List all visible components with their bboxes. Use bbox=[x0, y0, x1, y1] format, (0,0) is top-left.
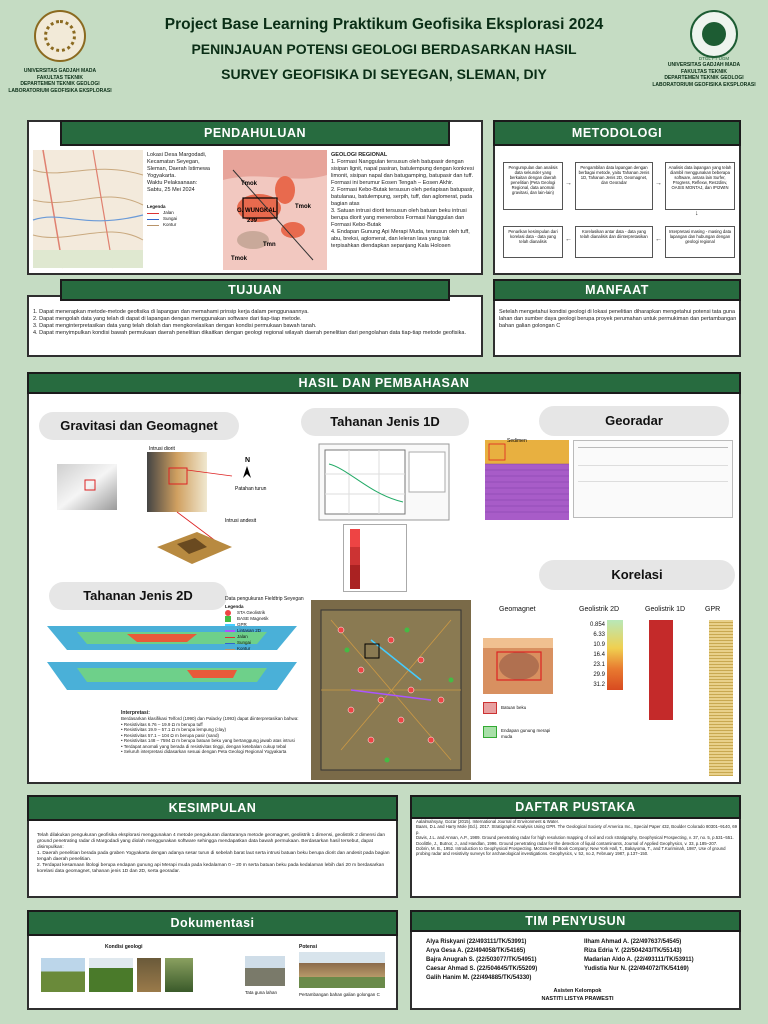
waktu-label: Waktu Pelaksanaan: bbox=[147, 180, 198, 186]
kesimpulan-text: Telah dilakukan pengukuran geofisika eksplorasi menggunakan 4 metode pengukuran diantaranya metode geomagnet, geolistrik 1 dimensi, geolistrik 2 dimensi dan ground penetrating radar di Margodadi yang diolah menggunakan software sehingga mendapatkan data bawah permukaan. Berdasarkan hasil tersebut, dapat disimpulkan: 1. Daerah penelitian berada pada graben Yogyakarta dengan adanya sesar turun di sebelah barat laut serta intrusi batuan beku berupa diorit dan andesit pada bagian tengah daerah penelitian. 2. Terdapat kesamaan litologi berupa endapan gunung api Merapi muda pada kedalaman 0 – 20 m serta batuan beku pada kedalaman lebih dari 20 m berdasarkan korelasi data geomagnet, tahanan jenis 1D dan 2D, serta georadar. bbox=[37, 833, 390, 874]
photo-kondisi-3 bbox=[137, 958, 161, 992]
gravitasi-geomagnet-figures bbox=[57, 446, 267, 572]
korelasi-legend: Batuan beku Endapan gunung merapi muda bbox=[483, 702, 573, 748]
tujuan-list bbox=[33, 309, 479, 337]
pustaka-item: Aalalmahsyay, Gozar (2015). International Journal of Environment & Water. bbox=[416, 819, 560, 824]
manfaat-text: Setelah mengetahui kondisi geologi di lokasi penelitian diharapkan mengetahui potensi tata guna lahan dan sumber daya geologi berupa proyek perumahan untuk permukiman dan pertambangan bahan galian golongan C bbox=[499, 309, 737, 329]
member-row: Caesar Ahmad S. (22/504645/TK/55209) bbox=[426, 966, 538, 972]
korelasi-geomagnet-image bbox=[483, 638, 553, 694]
dokumentasi-header: Dokumentasi bbox=[27, 910, 398, 936]
arrow-right-icon: → bbox=[655, 180, 662, 187]
peta-pengukuran-legend: Data pengukuran Fieldtrip Seyegan Legenda STA Geolistrik BASE Magnetik GPR Lintasan 2D Jalan Sungai Kontur bbox=[225, 596, 304, 652]
georadar-radargram bbox=[485, 440, 569, 520]
member-row: Ilham Ahmad A. (22/497637/54545) bbox=[584, 939, 682, 945]
member-row: Madarian Aldo A. (22/493111/TK/53911) bbox=[584, 957, 694, 963]
tujuan-item: 3. Dapat menginterpretasikan data yang telah diolah dan mengkorelasikan dengan kondisi permukaan bawah tanah. bbox=[33, 323, 317, 329]
map-label-239: 239 bbox=[247, 218, 258, 224]
manfaat-header: MANFAAT bbox=[493, 279, 741, 301]
sub-korelasi: Korelasi bbox=[539, 560, 735, 590]
manfaat-panel bbox=[493, 295, 741, 357]
poster-subtitle-1: PENINJAUAN POTENSI GEOLOGI BERDASARKAN HASIL bbox=[191, 41, 577, 57]
geofisika-logo bbox=[690, 10, 738, 58]
tujuan-header: TUJUAN bbox=[60, 279, 450, 301]
tujuan-item: 4. Dapat menyimpulkan kondisi bawah permukaan daerah penelitian dikaitkan dengan geologi regional wilayah daerah penelitian dari pengolahan data tiap-tiap metode geofisika. bbox=[33, 330, 466, 336]
hasil-panel bbox=[27, 372, 741, 784]
member-row: Galih Hanim M. (22/494885/TK/54330) bbox=[426, 975, 532, 981]
korelasi-col-2d: Geolistrik 2D bbox=[579, 606, 620, 613]
north-arrow-icon: N bbox=[245, 457, 251, 464]
sub-georadar: Georadar bbox=[539, 406, 729, 436]
korelasi-depth-values: 0.854 6.33 10.9 16.4 23.1 29.9 31.2 bbox=[589, 622, 605, 688]
sub-tahanan-1d: Tahanan Jenis 1D bbox=[301, 408, 469, 436]
map-label-tmok-1: Tmok bbox=[241, 181, 258, 187]
left-institution: UNIVERSITAS GADJAH MADA FAKULTAS TEKNIK DEPARTEMEN TEKNIK GEOLOGI LABORATORIUM GEOFISIKA EKSPLORASI bbox=[8, 68, 112, 94]
member-row: Alya Riskyani (22/493111/TK/53991) bbox=[426, 939, 527, 945]
poster-title: Project Base Learning Praktikum Geofisika Eksplorasi 2024 bbox=[164, 16, 604, 33]
georadar-sedimen-label: Sedimen bbox=[507, 438, 527, 444]
member-row: Riza Edria Y. (22/504243/TK/55143) bbox=[584, 948, 682, 954]
map-label-tmok-2: Tmok bbox=[295, 204, 312, 210]
member-row: Yudistia Nur N. (22/494072/TK/54169) bbox=[584, 966, 689, 972]
korelasi-1d-column bbox=[649, 620, 673, 720]
geologi-regional: GEOLOGI REGIONAL 1. Formasi Nanggulan tersusun oleh batupasir dengan sisipan lignit, napal pasiran, batulempung dengan konkresi limonit, sisipan napal dan batugamping, batupasir dan tuff. Formasi ini berumur Eosen Tengah – Eosen Akhir. 2. Formasi Kebo-Butak tersusun oleh perlapisan batupasir, batulanau, batulempung, serpih, tuff, dan aglomerat, pada bagian atas 3. Satuan intrusi diorit tersusun oleh batuan beku intrusi berupa diorit yang menerobos Formasi Nanggulan dan Formasi Kebo-Butak 4. Endapan Gunung Api Merapi Muda, tersusun oleh tuff, abu, breksi, aglomerat, dan leleran lava yang tak terpisahkan diendapkan sepanjang Kala Holosen bbox=[331, 152, 479, 250]
tujuan-item: 1. Dapat menerapkan metode-metode geofisika di lapangan dan memahami prinsip kerja dalam penggunaannya. bbox=[33, 309, 309, 315]
pendahuluan-header: PENDAHULUAN bbox=[60, 120, 450, 146]
geologi-item: 1. Formasi Nanggulan tersusun oleh batupasir dengan sisipan lignit, napal pasiran, batulempung dengan konkresi limonit, sisipan napal dan batugamping, batupasir dan tuff. Formasi ini berumur Eosen Tengah – Eosen Akhir. bbox=[331, 159, 474, 186]
photo-pertambangan bbox=[299, 952, 385, 988]
arrow-down-icon: ↓ bbox=[695, 210, 699, 217]
kesimpulan-header: KESIMPULAN bbox=[27, 795, 398, 821]
right-institution: UNIVERSITAS GADJAH MADA FAKULTAS TEKNIK DEPARTEMEN TEKNIK GEOLOGI LABORATORIUM GEOFISIKA EKSPLORASI bbox=[652, 62, 756, 88]
peta-pengukuran-map bbox=[311, 600, 471, 780]
hasil-header: HASIL DAN PEMBAHASAN bbox=[27, 372, 741, 394]
interpretasi-block: Interpretasi: Berdasarkan klasifikasi Telford (1990) dan Palacky (1993) dapat diinterpretasikan bahwa: • Resistivitas 6.76 – 19.9 Ω m berupa tuff • Resistivitas 19.9 – 57.1 Ω m berupa lempung (clay) • Resistivitas 57.1 – 104 Ω m berupa pasir (sand) • Resistivitas 148 – 7594 Ω m berupa batuan beku yang bertanggung jawab atas intrusi • Terdapat anomali yang berada di resistivitas tinggi, dengan ketebalan cukup tebal • Seluruh interpretasi didasarkan sesuai dengan Peta Geologi Regional Yogyakarta bbox=[121, 710, 299, 754]
location-map bbox=[33, 150, 143, 268]
tim-header: TIM PENYUSUN bbox=[410, 910, 741, 932]
korelasi-columns bbox=[499, 606, 719, 618]
arrow-left-icon: ← bbox=[565, 236, 572, 243]
patahan-turun-label: Patahan turun bbox=[235, 486, 267, 492]
korelasi-2d-column bbox=[607, 620, 623, 690]
sub-gravitasi: Gravitasi dan Geomagnet bbox=[39, 412, 239, 440]
korelasi-col-1d: Geolistrik 1D bbox=[645, 606, 686, 613]
map-label-tmok-3: Tmok bbox=[231, 256, 248, 262]
tahanan-jenis-1d-chart bbox=[319, 444, 449, 520]
intrusi-andesit-label: Intrusi andesit bbox=[225, 518, 257, 524]
method-step-1: Pengumpulan dan analisis data sekunder yang berkaitan dengan daerah penelitian (Peta Geologi Regional, data anomali gravitasi, dan lain-lain) bbox=[503, 162, 563, 210]
arrow-right-icon: → bbox=[565, 180, 572, 187]
method-step-4: Interpretasi masing - masing data lapangan dan hubungan dengan geologi regional bbox=[665, 226, 735, 258]
method-step-5: Korelasikan antar data - data yang telah dianalisis dan diinterpretasikan bbox=[575, 226, 653, 258]
daftar-pustaka-list bbox=[416, 819, 738, 857]
pertambangan-caption: Pertambangan bahan galian golongan C bbox=[299, 992, 380, 997]
lokasi-text: Lokasi Desa Margodadi, Kecamatan Seyegan, Sleman, Daerah Istimewa Yogyakarta. bbox=[147, 152, 210, 179]
map-label-wungkal: G. WUNGKAL bbox=[237, 208, 277, 214]
georadar-legend-table bbox=[573, 440, 733, 518]
member-row: Arya Gesa A. (22/494058/TK/54165) bbox=[426, 948, 526, 954]
waktu-value: Sabtu, 25 Mei 2024 bbox=[147, 187, 195, 193]
asisten-name: NASTITI LISTYA PRAWESTI bbox=[541, 996, 614, 1002]
pustaka-item: Dobrin, M. B., 1952. Introduction to Geophysical Prospecting. McGraw-Hill Book Company: New York Hall, T., Bakayoma, T., and T.Kuriminah, 1987, Use of ground probing radar and resistivity surveys for archaeological investigations. Geophysics, v. 52, no.2, February 1987, p.137–150. bbox=[416, 846, 726, 857]
photo-kondisi-2 bbox=[89, 958, 133, 992]
poster-subtitle-2: SURVEY GEOFISIKA DI SEYEGAN, SLEMAN, DIY bbox=[221, 66, 547, 82]
korelasi-gpr-column bbox=[709, 620, 733, 776]
arrow-left-icon: ← bbox=[655, 236, 662, 243]
asisten-label: Asisten Kelompok bbox=[553, 988, 602, 994]
intrusi-diorit-label: Intrusi diorit bbox=[149, 446, 175, 452]
map-label-tmn: Tmn bbox=[263, 242, 276, 248]
korelasi-col-geomagnet: Geomagnet bbox=[499, 606, 536, 613]
geologic-map bbox=[223, 150, 327, 270]
potensi-label: Potensi bbox=[299, 944, 318, 950]
daftar-pustaka-header: DAFTAR PUSTAKA bbox=[410, 795, 741, 819]
tujuan-item: 2. Dapat mengolah data yang telah di dapat di lapangan dengan menggunakan software dari tiap-tiap metode. bbox=[33, 316, 302, 322]
kondisi-geologi-label: Kondisi geologi bbox=[105, 944, 143, 950]
pendahuluan-legend: Legenda Jalan Sungai Kontur bbox=[147, 204, 178, 227]
method-step-3: Analisis data lapangan yang telah diambil menggunakan beberapa software, antara lain Surfer, Progress, Reflexw, Res2dinv, OASIS MONTAJ, dan IPI2WIN bbox=[665, 162, 735, 210]
tim-left-list bbox=[426, 938, 576, 983]
photo-tata-guna bbox=[245, 956, 285, 986]
geofisika-logo-caption: DTGL FT UGM bbox=[698, 56, 730, 61]
tahanan-jenis-1d-log bbox=[343, 524, 407, 592]
tujuan-panel bbox=[27, 295, 483, 357]
geologi-item: 2. Formasi Kebo-Butak tersusun oleh perlapisan batupasir, batulanau, batulempung, serpih, tuff, dan aglomerat, pada bagian atas bbox=[331, 187, 475, 207]
ugm-logo bbox=[34, 10, 86, 62]
metodologi-header: METODOLOGI bbox=[493, 120, 741, 146]
pustaka-item: Baars, D.L and Harry Mole (Ed.). 2017. Stratigraphic Analysis Using GPR. The Geological Society of America Inc., Special Paper 432, Boulder Colorado 80301–9140, 69 p. bbox=[416, 824, 738, 835]
tata-guna-caption: Tata guna lahan bbox=[245, 990, 278, 995]
method-step-6: Penarikan kesimpulan dari korelasi data - data yang telah dianalisis bbox=[503, 226, 563, 258]
geologi-item: 4. Endapan Gunung Api Merapi Muda, tersusun oleh tuff, abu, breksi, aglomerat, dan leleran lava yang tak terpisahkan diendapkan sepanjang Kala Holosen bbox=[331, 229, 470, 249]
tim-right-list bbox=[584, 938, 740, 974]
member-row: Bajra Anugrah S. (22/503077/TK/54951) bbox=[426, 957, 537, 963]
photo-kondisi-4 bbox=[165, 958, 193, 992]
korelasi-col-gpr: GPR bbox=[705, 606, 721, 613]
pustaka-item: Doolittle, J., Butnor, J., and Handlan, 1996. Ground penetrating radar for the detection of liquid contaminants, Journal of Applied Geophysics, v. 33, p.185–207. bbox=[416, 840, 718, 846]
photo-kondisi-1 bbox=[41, 958, 85, 992]
geologi-item: 3. Satuan intrusi diorit tersusun oleh batuan beku intrusi berupa diorit yang menerobos Formasi Nanggulan dan Formasi Kebo-Butak bbox=[331, 208, 467, 228]
method-step-2: Pengambilan data lapangan dengan berbagai metode, yaitu Tahanan Jenis 1D, Tahanan Jenis 2D, Geomagnet, dan Georadar bbox=[575, 162, 653, 210]
pustaka-item: Davis, J.L. and Annan, A.P., 1989. Ground penetrating radar for high resolution mapping of soil and rock stratigraphy, Geophysical Prospecting, v. 37, no. 5, p.531–551. bbox=[416, 835, 734, 841]
sub-tahanan-2d: Tahanan Jenis 2D bbox=[49, 582, 227, 610]
